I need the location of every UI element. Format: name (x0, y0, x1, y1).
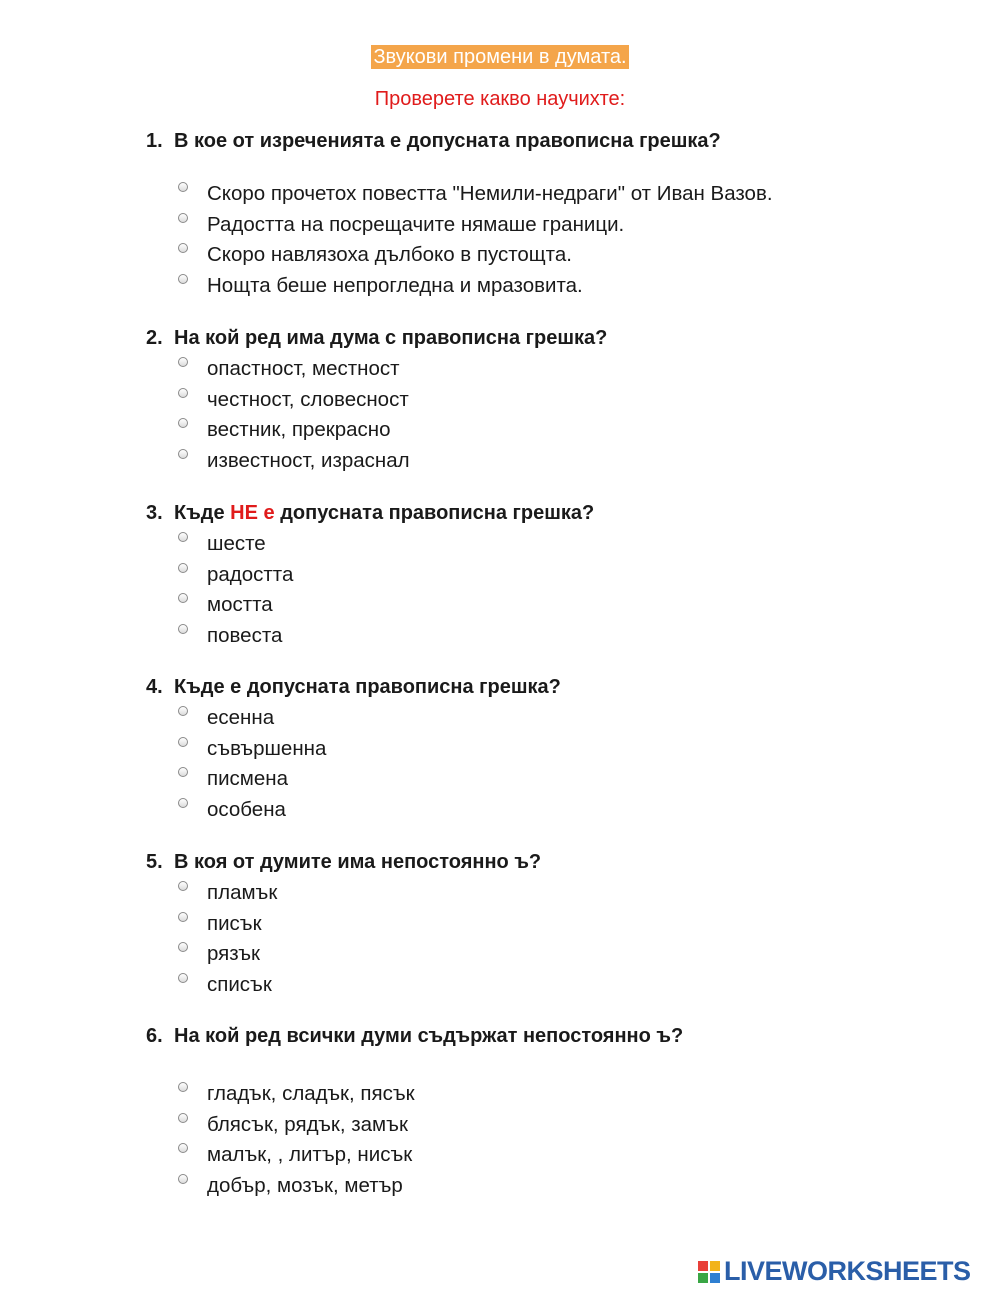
question-3 (146, 502, 594, 525)
question-6-options (176, 1079, 415, 1201)
question-2 (146, 327, 607, 350)
option-label: опастност, местност (207, 357, 400, 381)
option-5-1[interactable] (176, 878, 277, 909)
radio-button-icon[interactable] (178, 1113, 188, 1123)
option-label: добър, мозък, метър (207, 1174, 403, 1198)
question-2-options (176, 354, 410, 476)
question-text-highlight: НЕ е (230, 502, 275, 524)
option-1-3[interactable] (176, 240, 773, 271)
logo-text: LIVEWORKSHEETS (724, 1256, 971, 1286)
option-2-2[interactable] (176, 385, 410, 416)
radio-button-icon[interactable] (178, 563, 188, 573)
radio-button-icon[interactable] (178, 706, 188, 716)
radio-button-icon[interactable] (178, 449, 188, 459)
option-label: честност, словесност (207, 387, 409, 411)
option-label: писмена (207, 767, 289, 791)
logo-block (709, 1272, 721, 1284)
option-4-2[interactable] (176, 734, 326, 765)
option-label: повеста (207, 624, 283, 648)
option-6-2[interactable] (176, 1110, 415, 1141)
radio-button-icon[interactable] (178, 388, 188, 398)
radio-button-icon[interactable] (178, 182, 188, 192)
question-3-options (176, 529, 293, 651)
option-3-2[interactable] (176, 560, 293, 591)
radio-button-icon[interactable] (178, 1174, 188, 1184)
logo-block (697, 1260, 709, 1272)
option-label: блясък, рядък, замък (207, 1112, 408, 1136)
question-4-options (176, 703, 326, 825)
option-1-1[interactable] (176, 179, 773, 210)
question-text-end: допусната правописна грешка? (280, 502, 595, 524)
option-label: радостта (207, 562, 294, 586)
radio-button-icon[interactable] (178, 357, 188, 367)
option-label: мостта (207, 593, 273, 617)
option-label: известност, израснал (207, 449, 410, 473)
option-1-2[interactable] (176, 210, 773, 241)
question-6 (146, 1025, 683, 1048)
radio-button-icon[interactable] (178, 973, 188, 983)
title-text: Звукови промени в думата. (373, 46, 627, 68)
radio-button-icon[interactable] (178, 881, 188, 891)
question-4 (146, 676, 561, 699)
radio-button-icon[interactable] (178, 942, 188, 952)
option-label: Нощта беше непрогледна и мразовита. (207, 274, 583, 298)
option-4-4[interactable] (176, 795, 326, 826)
option-6-4[interactable] (176, 1171, 415, 1202)
question-number: 1. (146, 130, 163, 152)
question-1 (146, 130, 721, 153)
worksheet-subtitle: Проверете какво научихте: (374, 88, 626, 110)
question-number: 6. (146, 1025, 163, 1047)
question-1-options (176, 179, 773, 301)
option-3-1[interactable] (176, 529, 293, 560)
option-label: малък, , литър, нисък (207, 1143, 413, 1167)
option-6-1[interactable] (176, 1079, 415, 1110)
radio-button-icon[interactable] (178, 213, 188, 223)
option-5-2[interactable] (176, 909, 277, 940)
radio-button-icon[interactable] (178, 418, 188, 428)
option-label: писък (207, 911, 262, 935)
option-1-4[interactable] (176, 271, 773, 302)
worksheet-title (0, 46, 1000, 69)
question-text: В кое от изреченията е допусната правописна грешка? (174, 130, 721, 152)
question-5-options (176, 878, 277, 1000)
option-6-3[interactable] (176, 1140, 415, 1171)
radio-button-icon[interactable] (178, 737, 188, 747)
radio-button-icon[interactable] (178, 1143, 188, 1153)
option-label: Скоро прочетох повестта "Немили-недраги" от Иван Вазов. (207, 182, 773, 206)
option-2-3[interactable] (176, 415, 410, 446)
radio-button-icon[interactable] (178, 274, 188, 284)
radio-button-icon[interactable] (178, 593, 188, 603)
radio-button-icon[interactable] (178, 1082, 188, 1092)
option-label: особена (207, 798, 286, 822)
radio-button-icon[interactable] (178, 532, 188, 542)
radio-button-icon[interactable] (178, 624, 188, 634)
question-5 (146, 851, 541, 874)
radio-button-icon[interactable] (178, 767, 188, 777)
question-text-start: Къде (174, 502, 225, 524)
option-3-3[interactable] (176, 590, 293, 621)
option-label: Скоро навлязоха дълбоко в пустощта. (207, 243, 572, 267)
option-label: есенна (207, 706, 275, 730)
option-4-1[interactable] (176, 703, 326, 734)
question-text: На кой ред всички думи съдържат непостоянно ъ? (174, 1025, 684, 1047)
question-number: 4. (146, 676, 163, 698)
option-5-3[interactable] (176, 939, 277, 970)
logo-block (709, 1260, 721, 1272)
option-label: вестник, прекрасно (207, 418, 391, 442)
logo-blocks-icon (697, 1260, 721, 1284)
question-text: Къде е допусната правописна грешка? (174, 676, 561, 698)
option-label: списък (207, 973, 272, 997)
option-label: рязък (207, 942, 261, 966)
question-text: В коя от думите има непостоянно ъ? (174, 851, 542, 873)
option-label: Радостта на посрещачите нямаше граници. (207, 212, 625, 236)
question-number: 5. (146, 851, 163, 873)
option-label: пламък (207, 881, 278, 905)
option-2-4[interactable] (176, 446, 410, 477)
question-number: 3. (146, 502, 163, 524)
option-label: гладък, сладък, пясък (207, 1082, 415, 1106)
liveworksheets-logo (697, 1256, 971, 1287)
radio-button-icon[interactable] (178, 912, 188, 922)
logo-block (697, 1272, 709, 1284)
radio-button-icon[interactable] (178, 798, 188, 808)
option-label: шесте (207, 532, 266, 556)
option-3-4[interactable] (176, 621, 293, 652)
option-5-4[interactable] (176, 970, 277, 1001)
question-number: 2. (146, 327, 163, 349)
option-label: съвършенна (207, 736, 327, 760)
question-text: На кой ред има дума с правописна грешка? (174, 327, 608, 349)
option-4-3[interactable] (176, 764, 326, 795)
radio-button-icon[interactable] (178, 243, 188, 253)
option-2-1[interactable] (176, 354, 410, 385)
